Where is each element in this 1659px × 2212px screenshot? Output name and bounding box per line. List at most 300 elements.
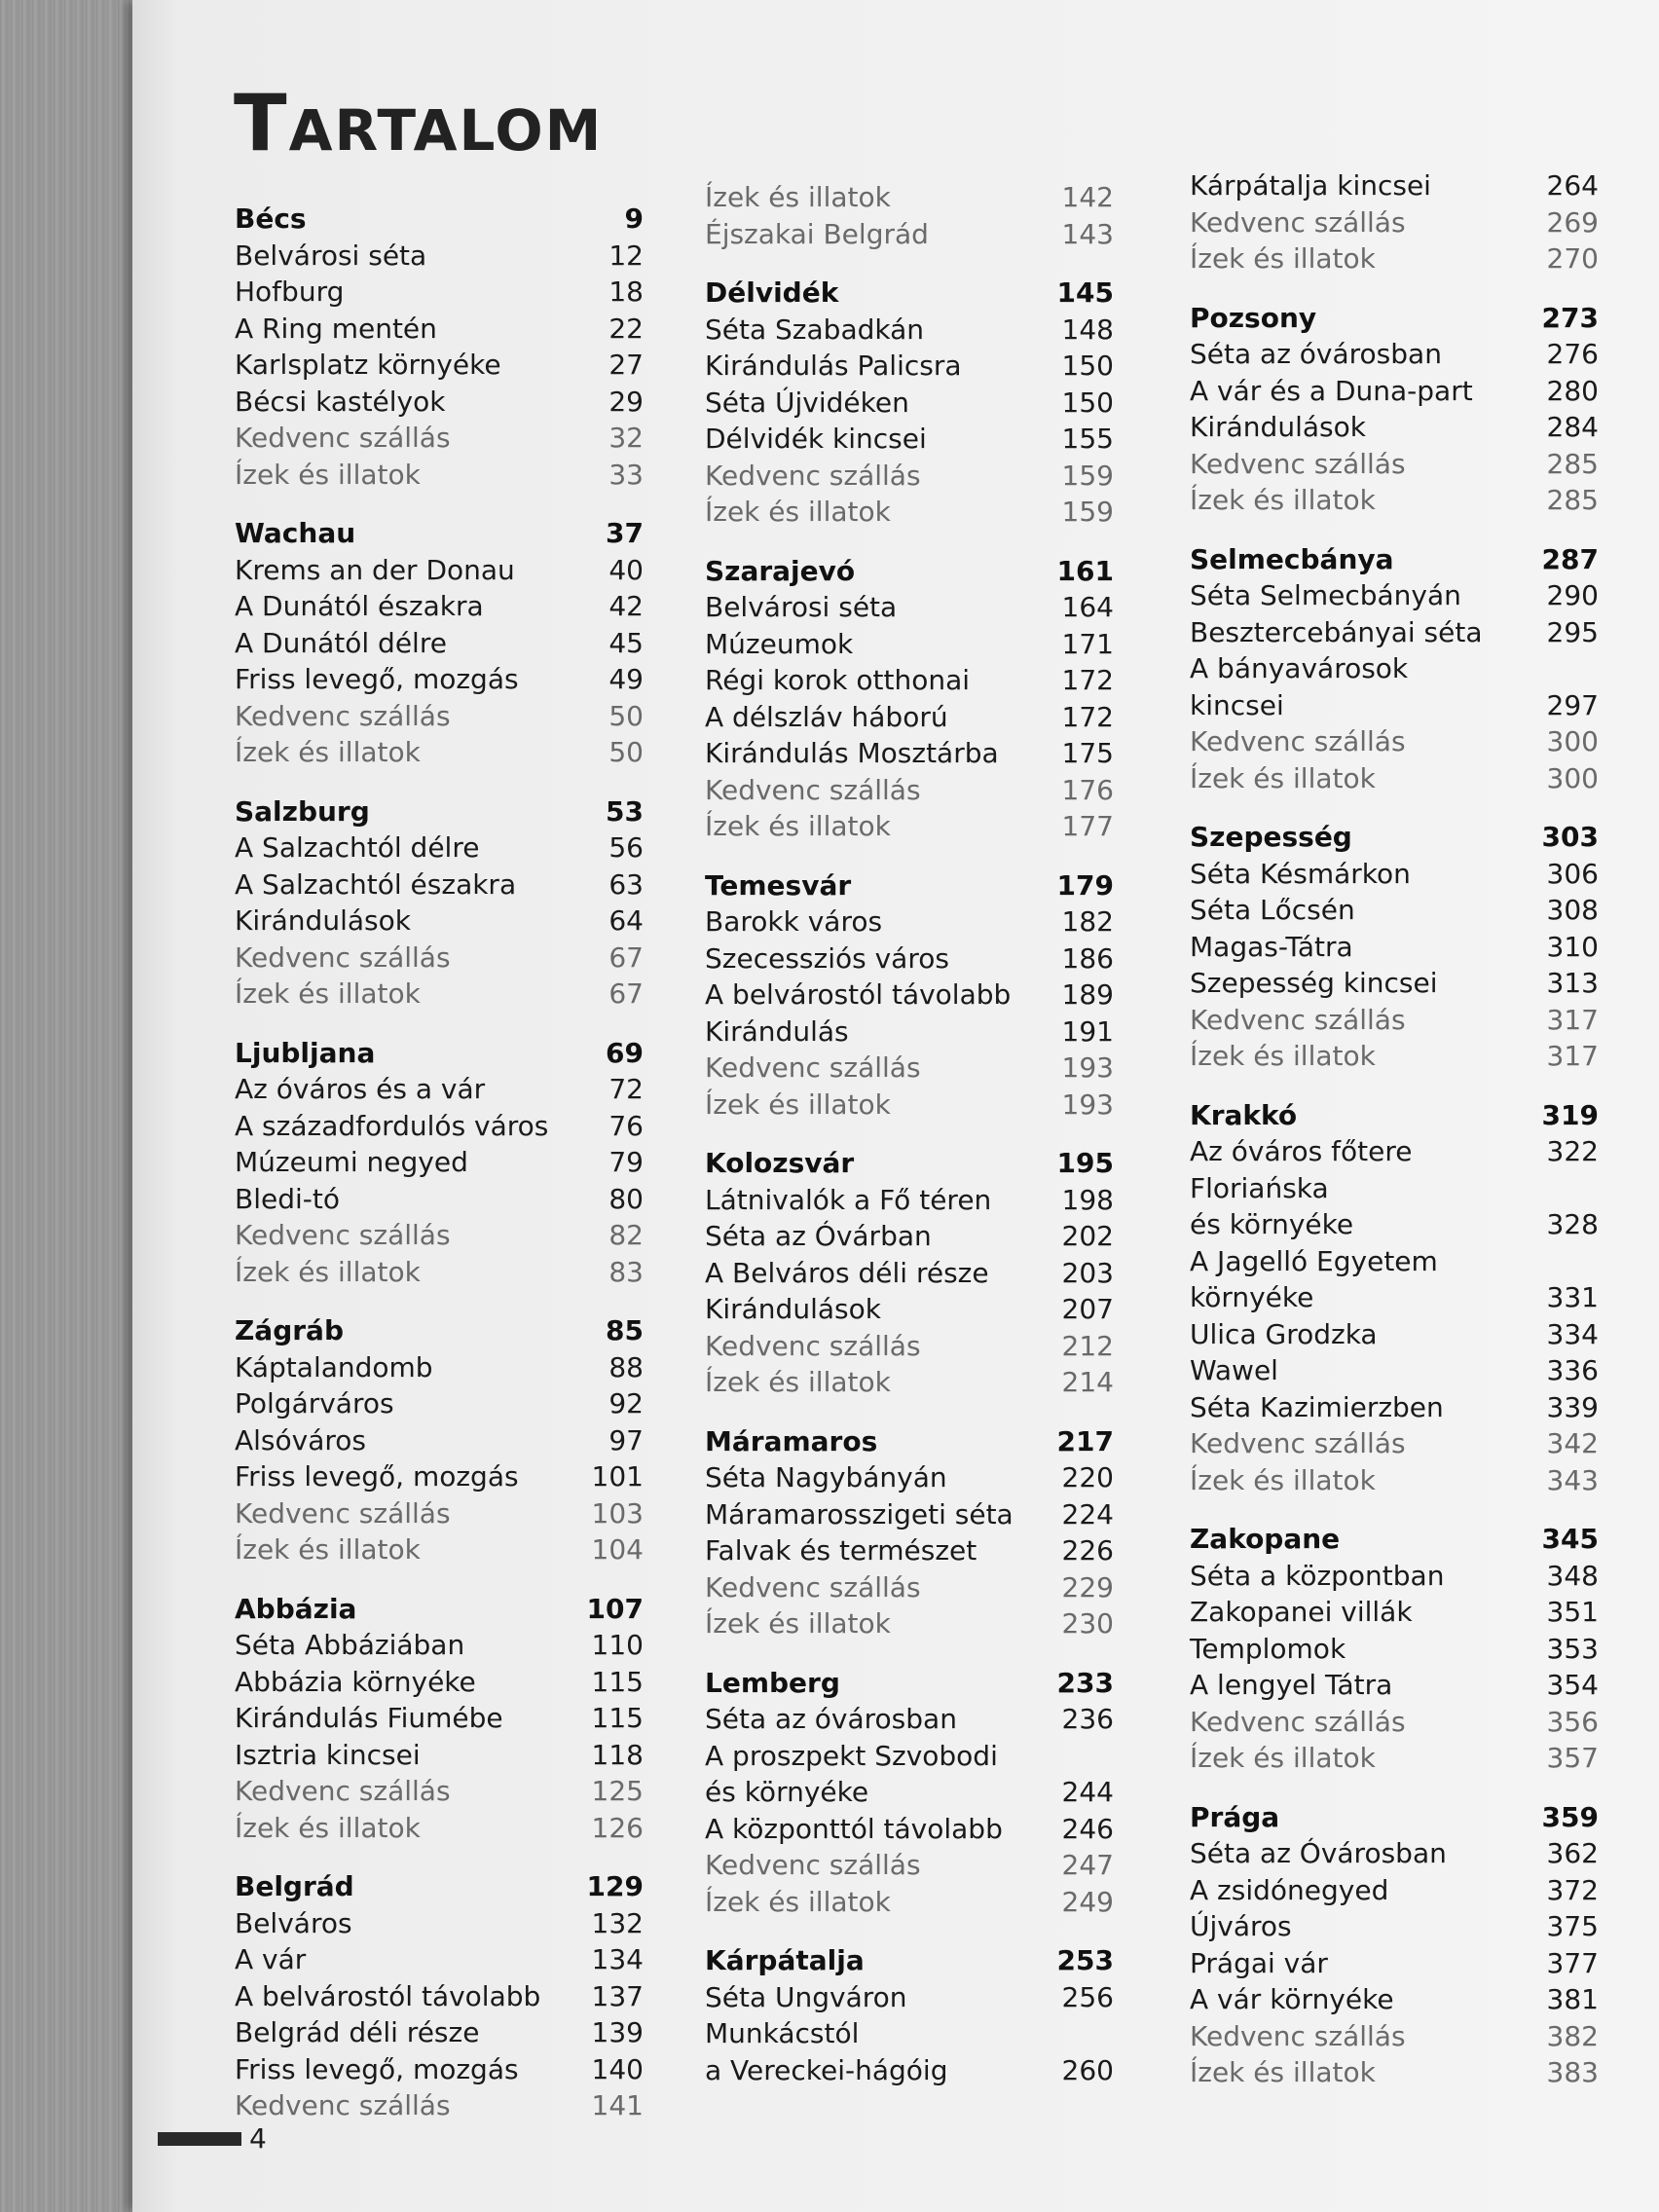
toc-heading bbox=[1190, 541, 1599, 578]
toc-heading bbox=[235, 1591, 644, 1628]
toc-entry-page: 63 bbox=[608, 867, 644, 901]
toc-entry-title: A Ring mentén bbox=[235, 312, 437, 345]
toc-entry-page: 125 bbox=[591, 1775, 644, 1807]
toc-entry-page: 161 bbox=[1056, 554, 1114, 587]
toc-heading bbox=[705, 867, 1114, 904]
toc-entry bbox=[1190, 1462, 1599, 1499]
toc-entry-page: 32 bbox=[608, 422, 644, 454]
toc-entry-page: 343 bbox=[1546, 1463, 1599, 1496]
toc-entry bbox=[1190, 1704, 1599, 1741]
toc-entry-title: Ízek és illatok bbox=[705, 1885, 891, 1918]
toc-entry bbox=[705, 626, 1114, 663]
toc-entry-title: Belgrád bbox=[235, 1870, 354, 1902]
toc-entry-page: 354 bbox=[1546, 1669, 1599, 1701]
toc-entry-title: Friss levegő, mozgás bbox=[235, 2052, 519, 2085]
toc-entry-title: Séta az óvárosban bbox=[705, 1703, 957, 1735]
toc-entry-page: 357 bbox=[1546, 1742, 1599, 1774]
toc-section bbox=[705, 1145, 1114, 1401]
toc-entry-title: Friss levegő, mozgás bbox=[235, 663, 519, 695]
toc-entry bbox=[1190, 1558, 1599, 1595]
toc-entry-title: A délszláv háború bbox=[705, 700, 948, 733]
toc-entry bbox=[1190, 1425, 1599, 1462]
toc-entry bbox=[705, 1605, 1114, 1642]
toc-entry-title: Ízek és illatok bbox=[1190, 761, 1376, 794]
toc-section bbox=[235, 1312, 644, 1568]
toc-entry bbox=[235, 420, 644, 457]
toc-entry-page: 97 bbox=[608, 1423, 644, 1456]
toc-entry bbox=[235, 1810, 644, 1847]
toc-entry-title: Templomok bbox=[1190, 1632, 1346, 1665]
toc-entry bbox=[1190, 1002, 1599, 1039]
toc-entry-title: Prága bbox=[1190, 1800, 1280, 1833]
toc-entry-title: Krems an der Donau bbox=[235, 553, 515, 586]
toc-entry-page: 79 bbox=[608, 1146, 644, 1178]
toc-entry bbox=[705, 216, 1114, 253]
toc-entry-title: Máramaros bbox=[705, 1424, 878, 1457]
toc-entry bbox=[705, 1328, 1114, 1365]
toc-entry bbox=[235, 347, 644, 384]
toc-entry-page: 175 bbox=[1061, 737, 1114, 769]
toc-entry bbox=[705, 1364, 1114, 1401]
toc-entry-title: Belváros bbox=[235, 1906, 352, 1939]
toc-entry-page: 42 bbox=[608, 590, 644, 622]
footer-bar bbox=[158, 2132, 241, 2146]
toc-entry bbox=[705, 179, 1114, 216]
toc-entry-title: Falvak és természet bbox=[705, 1534, 977, 1567]
toc-entry-title: Kirándulások bbox=[1190, 411, 1366, 443]
toc-entry bbox=[1190, 1981, 1599, 2018]
toc-entry-page: 202 bbox=[1061, 1220, 1114, 1252]
toc-entry bbox=[235, 903, 644, 940]
toc-entry-title: Ízek és illatok bbox=[705, 496, 891, 528]
toc-entry-page: 280 bbox=[1546, 374, 1599, 407]
toc-entry bbox=[1190, 929, 1599, 966]
toc-entry-page: 198 bbox=[1061, 1183, 1114, 1216]
toc-entry bbox=[705, 385, 1114, 422]
toc-entry-page: 40 bbox=[608, 553, 644, 586]
toc-entry bbox=[705, 589, 1114, 626]
toc-entry bbox=[235, 274, 644, 311]
toc-entry bbox=[235, 976, 644, 1013]
toc-entry-title: A lengyel Tátra bbox=[1190, 1669, 1393, 1701]
toc-section bbox=[1190, 541, 1599, 797]
toc-entry-page: 220 bbox=[1061, 1461, 1114, 1493]
toc-entry-page: 313 bbox=[1546, 967, 1599, 999]
toc-entry-title: A Belváros déli része bbox=[705, 1256, 989, 1289]
toc-entry-title: Kedvenc szállás bbox=[235, 940, 451, 974]
toc-entry-title: Kedvenc szállás bbox=[235, 2089, 451, 2121]
toc-entry bbox=[705, 977, 1114, 1014]
toc-entry-page: 214 bbox=[1061, 1366, 1114, 1398]
toc-entry bbox=[235, 2014, 644, 2051]
toc-entry bbox=[1190, 856, 1599, 893]
toc-entry-title: Délvidék kincsei bbox=[705, 423, 927, 455]
toc-entry-page: 139 bbox=[591, 2016, 644, 2048]
toc-entry bbox=[1190, 1243, 1599, 1280]
toc-entry bbox=[705, 699, 1114, 736]
toc-entry-page: 101 bbox=[591, 1460, 644, 1493]
toc-entry-title: Kedvenc szállás bbox=[235, 1775, 451, 1807]
toc-entry-page: 72 bbox=[608, 1073, 644, 1105]
toc-entry-title: Friss levegő, mozgás bbox=[235, 1460, 519, 1493]
toc-entry-title: Belgrád déli része bbox=[235, 2016, 480, 2048]
toc-entry-page: 247 bbox=[1061, 1849, 1114, 1881]
toc-entry-page: 334 bbox=[1546, 1317, 1599, 1350]
toc-entry-title: Kedvenc szállás bbox=[705, 1051, 921, 1084]
toc-entry-title: Ízek és illatok bbox=[1190, 2056, 1376, 2088]
toc-entry-page: 336 bbox=[1546, 1354, 1599, 1386]
toc-entry-page: 164 bbox=[1061, 591, 1114, 623]
toc-entry bbox=[1190, 409, 1599, 446]
toc-entry-page: 159 bbox=[1061, 459, 1114, 492]
toc-entry-page: 69 bbox=[606, 1036, 644, 1069]
toc-entry-title: Abbázia bbox=[235, 1592, 357, 1625]
toc-heading bbox=[235, 1312, 644, 1349]
toc-heading bbox=[1190, 819, 1599, 856]
toc-entry-page: 342 bbox=[1546, 1427, 1599, 1459]
toc-entry-page: 290 bbox=[1546, 579, 1599, 611]
toc-entry bbox=[705, 1496, 1114, 1533]
toc-entry-page: 372 bbox=[1546, 1873, 1599, 1906]
toc-entry-title: Ízek és illatok bbox=[1190, 1463, 1376, 1496]
toc-entry-title: Prágai vár bbox=[1190, 1946, 1328, 1979]
toc-entry-page: 142 bbox=[1061, 181, 1114, 213]
toc-entry bbox=[705, 903, 1114, 940]
toc-entry-title: Ízek és illatok bbox=[705, 1088, 891, 1121]
toc-entry bbox=[1190, 1352, 1599, 1389]
toc-entry bbox=[235, 1217, 644, 1254]
toc-entry-page: 176 bbox=[1061, 773, 1114, 806]
toc-entry-title: Selmecbánya bbox=[1190, 542, 1394, 575]
toc-entry-title: Kedvenc szállás bbox=[235, 1496, 451, 1530]
toc-entry-title: Éjszakai Belgrád bbox=[705, 217, 929, 250]
toc-entry-title: Séta Újvidéken bbox=[705, 386, 909, 419]
toc-entry-title: Ízek és illatok bbox=[235, 977, 421, 1010]
toc-entry-page: 150 bbox=[1061, 386, 1114, 419]
toc-entry-title: Kedvenc szállás bbox=[705, 1849, 921, 1881]
toc-entry bbox=[1190, 614, 1599, 651]
toc-entry-page: 249 bbox=[1061, 1885, 1114, 1918]
toc-entry bbox=[705, 312, 1114, 349]
toc-entry-title: Bledi-tó bbox=[235, 1182, 340, 1215]
toc-entry-title: Séta Lőcsén bbox=[1190, 894, 1355, 926]
toc-entry-title: Ízek és illatok bbox=[235, 736, 421, 768]
toc-entry-title: Kedvenc szállás bbox=[1190, 205, 1406, 239]
toc-entry-title: A Dunától északra bbox=[235, 590, 484, 622]
toc-entry bbox=[1190, 2018, 1599, 2055]
toc-entry-page: 269 bbox=[1546, 205, 1599, 239]
toc-entry-title: A központtól távolabb bbox=[705, 1812, 1003, 1845]
toc-entry-title: Ízek és illatok bbox=[235, 1533, 421, 1566]
toc-entry bbox=[1190, 446, 1599, 483]
toc-entry-page: 172 bbox=[1061, 700, 1114, 733]
toc-entry-title: Kedvenc szállás bbox=[1190, 1705, 1406, 1738]
toc-entry-title: Kedvenc szállás bbox=[1190, 1427, 1406, 1459]
toc-entry bbox=[1190, 204, 1599, 241]
toc-entry-page: 145 bbox=[1056, 276, 1114, 309]
toc-entry-title: Kedvenc szállás bbox=[1190, 1003, 1406, 1036]
toc-entry-title: Karlsplatz környéke bbox=[235, 349, 501, 381]
toc-entry-page: 126 bbox=[591, 1811, 644, 1844]
toc-entry-title: Isztria kincsei bbox=[235, 1738, 421, 1771]
toc-heading bbox=[1190, 1521, 1599, 1558]
toc-entry-page: 256 bbox=[1061, 1980, 1114, 2013]
toc-entry bbox=[235, 1737, 644, 1774]
toc-heading bbox=[235, 1868, 644, 1905]
toc-entry-page: 273 bbox=[1541, 301, 1599, 334]
toc-entry bbox=[235, 1978, 644, 2015]
toc-entry-page: 353 bbox=[1546, 1632, 1599, 1665]
toc-entry-title: Alsóváros bbox=[235, 1423, 366, 1456]
toc-heading bbox=[235, 1035, 644, 1072]
toc-entry-title: A Salzachtól délre bbox=[235, 831, 480, 864]
toc-entry-page: 118 bbox=[591, 1738, 644, 1771]
toc-entry-page: 53 bbox=[606, 794, 644, 828]
toc-entry-page: 264 bbox=[1546, 169, 1599, 202]
toc-entry bbox=[235, 238, 644, 275]
toc-entry-page: 104 bbox=[591, 1533, 644, 1566]
toc-entry-page: 195 bbox=[1056, 1147, 1114, 1179]
toc-entry bbox=[705, 1050, 1114, 1087]
toc-entry-page: 300 bbox=[1546, 725, 1599, 757]
toc-entry-title: Wachau bbox=[235, 517, 356, 549]
toc-entry-title: a Vereckei-hágóig bbox=[705, 2053, 948, 2086]
toc-entry-title: Látnivalók a Fő téren bbox=[705, 1183, 992, 1216]
toc-entry bbox=[1190, 1872, 1599, 1909]
toc-entry-page: 33 bbox=[608, 458, 644, 491]
toc-entry-title: A Dunától délre bbox=[235, 626, 447, 659]
toc-entry-page: 155 bbox=[1061, 423, 1114, 455]
toc-entry-title: Kedvenc szállás bbox=[705, 1570, 921, 1604]
toc-entry-title: és környéke bbox=[1190, 1208, 1354, 1240]
toc-entry-title: Kedvenc szállás bbox=[1190, 2019, 1406, 2052]
toc-entry-title: Zágráb bbox=[235, 1314, 344, 1346]
toc-entry-page: 351 bbox=[1546, 1596, 1599, 1628]
toc-entry-page: 45 bbox=[608, 626, 644, 659]
toc-entry-title: Ízek és illatok bbox=[705, 810, 891, 842]
toc-entry-page: 29 bbox=[608, 385, 644, 418]
toc-entry-title: Kedvenc szállás bbox=[705, 773, 921, 806]
toc-entry bbox=[1190, 1667, 1599, 1704]
toc-entry bbox=[235, 1627, 644, 1664]
toc-entry-page: 377 bbox=[1546, 1946, 1599, 1979]
toc-entry-title: Kedvenc szállás bbox=[705, 459, 921, 492]
toc-entry-title: Belvárosi séta bbox=[235, 239, 427, 272]
toc-entry-title: A Salzachtól északra bbox=[235, 867, 517, 901]
toc-entry bbox=[705, 1255, 1114, 1292]
toc-entry-page: 88 bbox=[608, 1350, 644, 1383]
toc-entry bbox=[235, 552, 644, 589]
toc-entry bbox=[1190, 1740, 1599, 1777]
toc-entry-page: 27 bbox=[608, 349, 644, 381]
toc-entry-title: A századfordulós város bbox=[235, 1109, 549, 1142]
toc-heading bbox=[705, 1423, 1114, 1460]
toc-entry-title: A Jagelló Egyetem bbox=[1190, 1244, 1438, 1277]
toc-entry-title: Kedvenc szállás bbox=[705, 1329, 921, 1362]
toc-entry-page: 270 bbox=[1546, 242, 1599, 275]
toc-entry bbox=[1190, 373, 1599, 410]
toc-entry-page: 356 bbox=[1546, 1705, 1599, 1738]
toc-entry-title: Zakopane bbox=[1190, 1523, 1341, 1555]
toc-entry-page: 226 bbox=[1061, 1534, 1114, 1567]
toc-entry bbox=[705, 1218, 1114, 1255]
toc-entry-title: Wawel bbox=[1190, 1354, 1278, 1386]
toc-entry bbox=[1190, 892, 1599, 929]
toc-entry-title: Barokk város bbox=[705, 905, 883, 938]
toc-entry-title: Zakopanei villák bbox=[1190, 1596, 1413, 1628]
toc-entry-title: Séta Késmárkon bbox=[1190, 857, 1411, 890]
toc-entry bbox=[235, 830, 644, 866]
toc-entry bbox=[235, 1531, 644, 1568]
toc-entry bbox=[705, 772, 1114, 809]
toc-entry-title: Ízek és illatok bbox=[705, 1607, 891, 1640]
toc-entry-title: Bécs bbox=[235, 203, 307, 235]
toc-entry-title: kincsei bbox=[1190, 688, 1284, 721]
toc-section bbox=[705, 1423, 1114, 1642]
toc-entry-page: 171 bbox=[1061, 627, 1114, 660]
toc-entry bbox=[235, 1144, 644, 1181]
toc-entry-page: 177 bbox=[1061, 810, 1114, 842]
toc-entry-title: Ízek és illatok bbox=[235, 1811, 421, 1844]
toc-entry-page: 236 bbox=[1061, 1703, 1114, 1735]
toc-entry bbox=[705, 1738, 1114, 1775]
toc-entry bbox=[1190, 1170, 1599, 1207]
toc-entry-page: 182 bbox=[1061, 905, 1114, 938]
toc-heading bbox=[705, 1145, 1114, 1182]
toc-section bbox=[1190, 300, 1599, 519]
toc-section bbox=[235, 515, 644, 771]
toc-entry bbox=[235, 1495, 644, 1532]
toc-entry bbox=[235, 866, 644, 903]
toc-entry-page: 233 bbox=[1056, 1666, 1114, 1699]
toc-entry bbox=[1190, 760, 1599, 797]
toc-heading bbox=[1190, 1799, 1599, 1836]
toc-section bbox=[705, 179, 1114, 252]
toc-entry bbox=[705, 1979, 1114, 2016]
toc-entry-title: Kedvenc szállás bbox=[235, 422, 451, 454]
toc-section bbox=[1190, 167, 1599, 277]
toc-entry bbox=[705, 808, 1114, 845]
toc-entry-title: A vár környéke bbox=[1190, 1983, 1394, 2015]
toc-entry bbox=[235, 1700, 644, 1737]
toc-entry-page: 141 bbox=[591, 2089, 644, 2121]
toc-entry bbox=[235, 940, 644, 977]
toc-entry-title: Múzeumi negyed bbox=[235, 1146, 468, 1178]
toc-entry-title: Máramarosszigeti séta bbox=[705, 1497, 1014, 1530]
toc-entry-title: Kedvenc szállás bbox=[1190, 725, 1406, 757]
toc-entry-page: 110 bbox=[591, 1629, 644, 1661]
toc-entry bbox=[1190, 1316, 1599, 1353]
toc-entry-title: Séta Ungváron bbox=[705, 1980, 907, 2013]
toc-entry-title: Kolozsvár bbox=[705, 1147, 855, 1179]
toc-section bbox=[1190, 819, 1599, 1075]
toc-entry-page: 224 bbox=[1061, 1497, 1114, 1530]
toc-entry-title: Bécsi kastélyok bbox=[235, 385, 446, 418]
toc-entry-title: Kirándulások bbox=[235, 904, 411, 937]
toc-entry-page: 193 bbox=[1061, 1088, 1114, 1121]
toc-entry bbox=[705, 662, 1114, 699]
toc-entry-page: 381 bbox=[1546, 1983, 1599, 2015]
toc-entry-page: 50 bbox=[608, 699, 644, 732]
toc-entry-title: Kirándulás Palicsra bbox=[705, 350, 962, 382]
toc-entry bbox=[1190, 482, 1599, 519]
toc-entry-page: 103 bbox=[591, 1496, 644, 1530]
toc-section bbox=[235, 201, 644, 493]
toc-entry-title: Szecessziós város bbox=[705, 941, 949, 975]
toc-entry-title: Ízek és illatok bbox=[705, 1366, 891, 1398]
toc-entry-title: Ízek és illatok bbox=[1190, 242, 1376, 275]
toc-heading bbox=[235, 515, 644, 552]
toc-entry bbox=[705, 1569, 1114, 1606]
toc-entry bbox=[1190, 240, 1599, 277]
toc-entry-page: 317 bbox=[1546, 1003, 1599, 1036]
toc-entry-page: 115 bbox=[591, 1665, 644, 1698]
toc-entry-page: 306 bbox=[1546, 857, 1599, 890]
toc-entry-title: Salzburg bbox=[235, 794, 370, 828]
toc-entry-page: 383 bbox=[1546, 2056, 1599, 2088]
toc-entry-page: 50 bbox=[608, 736, 644, 768]
toc-entry-title: Floriańska bbox=[1190, 1171, 1329, 1204]
toc-entry-title: A vár és a Duna-part bbox=[1190, 374, 1473, 407]
toc-entry-page: 310 bbox=[1546, 930, 1599, 963]
toc-entry bbox=[705, 1182, 1114, 1219]
toc-entry-page: 300 bbox=[1546, 761, 1599, 794]
toc-entry-title: Káptalandomb bbox=[235, 1350, 433, 1383]
toc-entry-title: Kirándulások bbox=[705, 1293, 881, 1325]
toc-entry bbox=[1190, 1389, 1599, 1426]
toc-entry bbox=[235, 1385, 644, 1422]
toc-entry-title: Munkácstól bbox=[705, 2017, 860, 2049]
toc-entry bbox=[235, 661, 644, 698]
toc-entry bbox=[705, 1774, 1114, 1811]
toc-entry-title: Szepesség bbox=[1190, 821, 1352, 853]
toc-entry bbox=[705, 1087, 1114, 1124]
toc-entry-page: 172 bbox=[1061, 664, 1114, 696]
toc-entry-page: 92 bbox=[608, 1387, 644, 1419]
toc-entry-title: Pozsony bbox=[1190, 301, 1317, 334]
toc-entry-title: Kirándulás bbox=[705, 1014, 849, 1048]
toc-entry-page: 331 bbox=[1546, 1281, 1599, 1313]
toc-entry-title: Séta Abbáziában bbox=[235, 1629, 465, 1661]
toc-entry-page: 375 bbox=[1546, 1910, 1599, 1942]
toc-entry-title: Kedvenc szállás bbox=[235, 1219, 451, 1251]
toc-entry-title: Ízek és illatok bbox=[705, 181, 891, 213]
toc-entry-title: A belvárostól távolabb bbox=[705, 978, 1012, 1011]
toc-entry-title: Séta Kazimierzben bbox=[1190, 1390, 1444, 1423]
toc-entry bbox=[235, 1254, 644, 1291]
background-surface bbox=[0, 0, 146, 2212]
toc-entry-page: 12 bbox=[608, 239, 644, 272]
toc-entry bbox=[1190, 1133, 1599, 1170]
toc-entry-title: Hofburg bbox=[235, 276, 345, 308]
toc-entry-title: Kirándulás Mosztárba bbox=[705, 737, 999, 769]
toc-entry-page: 217 bbox=[1056, 1424, 1114, 1457]
toc-entry-page: 253 bbox=[1056, 1944, 1114, 1976]
toc-section bbox=[705, 1665, 1114, 1921]
toc-entry-title: Magas-Tátra bbox=[1190, 930, 1353, 963]
toc-entry bbox=[1190, 336, 1599, 373]
toc-entry bbox=[1190, 1835, 1599, 1872]
toc-entry-page: 137 bbox=[591, 1979, 644, 2012]
toc-entry-page: 80 bbox=[608, 1182, 644, 1215]
toc-entry-page: 115 bbox=[591, 1702, 644, 1734]
toc-entry-title: Polgárváros bbox=[235, 1387, 394, 1419]
toc-entry-page: 150 bbox=[1061, 350, 1114, 382]
toc-section bbox=[705, 275, 1114, 531]
toc-entry bbox=[235, 1108, 644, 1145]
toc-entry-title: A bányavárosok bbox=[1190, 652, 1409, 684]
toc-entry-page: 244 bbox=[1061, 1776, 1114, 1808]
